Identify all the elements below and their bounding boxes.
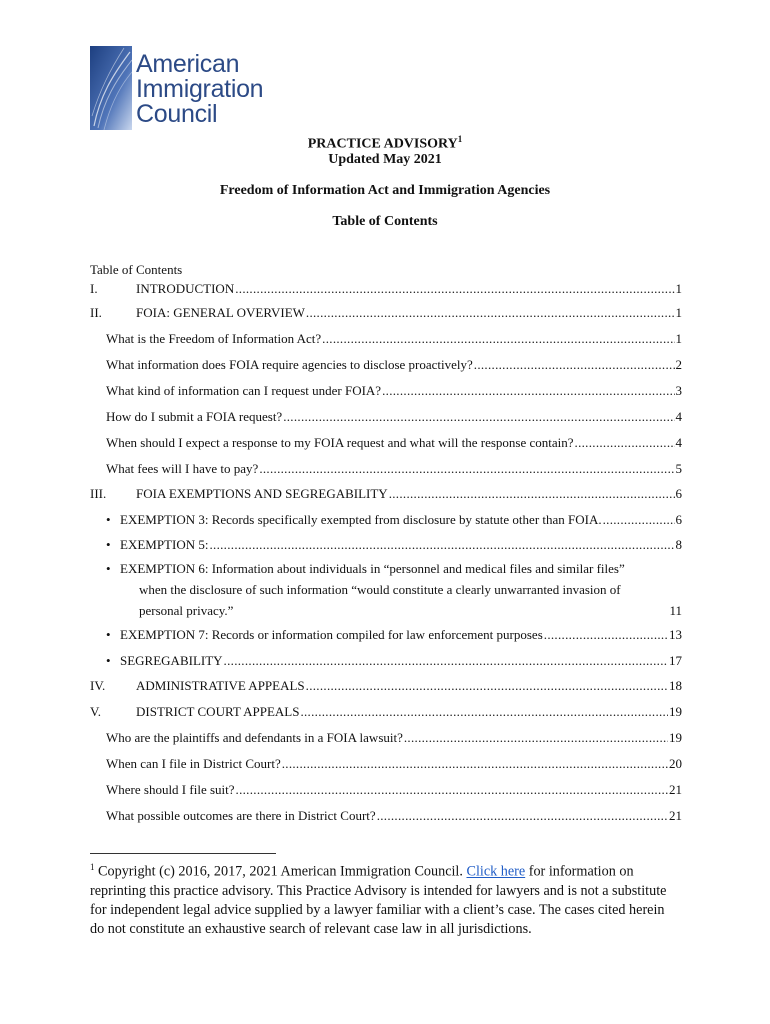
toc-entry-page: 2	[675, 357, 682, 372]
toc-entry[interactable]	[90, 702, 682, 720]
toc-leader-dots	[603, 512, 675, 528]
toc-entry-title: What kind of information can I request under FOIA?	[106, 383, 382, 398]
toc-entry[interactable]	[106, 728, 682, 746]
toc-entry-title: ADMINISTRATIVE APPEALS	[136, 678, 305, 693]
toc-entry-page: 21	[669, 782, 682, 797]
toc-entry-page: 4	[675, 435, 682, 450]
toc-entry[interactable]	[106, 651, 682, 669]
toc-leader-dots	[209, 537, 674, 553]
toc-entry-title: What information does FOIA require agencies to disclose proactively?	[106, 357, 473, 372]
toc-entry-title: What fees will I have to pay?	[106, 461, 259, 476]
toc-entry[interactable]	[106, 558, 682, 621]
reprint-info-link[interactable]: Click here	[466, 863, 526, 880]
toc-entry-page: 5	[675, 461, 682, 476]
bullet-icon: •	[106, 653, 111, 668]
footnote	[90, 858, 682, 939]
toc-entry-page: 19	[669, 704, 682, 719]
toc-entry-line-1	[106, 558, 682, 579]
toc-entry-title: What possible outcomes are there in District Court?	[106, 808, 376, 823]
toc-leader-dots	[575, 435, 675, 451]
toc-leader-dots	[282, 756, 668, 772]
toc-entry-title: FOIA EXEMPTIONS AND SEGREGABILITY	[136, 486, 388, 501]
toc-entry-number: V.	[90, 704, 101, 719]
toc-entry-line-3	[106, 600, 682, 621]
toc-entry-title: EXEMPTION 7: Records or information compiled for law enforcement purposes	[120, 627, 543, 642]
toc-entry-page: 1	[675, 281, 682, 296]
toc-entry-page: 17	[669, 653, 682, 668]
toc-leader-dots	[382, 383, 674, 399]
toc-entry-page: 8	[675, 537, 682, 552]
toc-entry-continuation: when the disclosure of such information “would constitute a clearly unwarranted invasion of	[139, 582, 621, 597]
toc-entry-number: IV.	[90, 678, 106, 693]
toc-entry-page: 6	[675, 486, 682, 501]
toc-entry-title: Where should I file suit?	[106, 782, 235, 797]
toc-entry-page: 18	[669, 678, 682, 693]
toc-entry[interactable]	[90, 676, 682, 694]
toc-leader-dots	[235, 281, 674, 297]
toc-entry[interactable]	[90, 303, 682, 321]
toc-entry-page: 1	[675, 305, 682, 320]
toc-entry-number: I.	[90, 281, 98, 296]
toc-entry-title: EXEMPTION 6: Information about individuals in “personnel and medical files and similar files”	[120, 561, 625, 576]
toc-leader-dots	[300, 704, 668, 720]
toc-leader-dots	[236, 782, 668, 798]
toc-entry-title: How do I submit a FOIA request?	[106, 409, 283, 424]
logo-line-3: Council	[136, 100, 218, 128]
toc-entry-continuation: personal privacy.”	[139, 603, 234, 618]
logo-wordmark	[136, 52, 263, 127]
footnote-divider	[90, 853, 276, 854]
logo-line-2: Immigration	[136, 75, 264, 103]
toc-entry-page: 19	[669, 730, 682, 745]
toc-leader-dots	[544, 627, 668, 643]
toc-entry-page: 4	[675, 409, 682, 424]
toc-entry[interactable]	[106, 780, 682, 798]
footnote-reference[interactable]: 1	[457, 134, 463, 144]
toc-entry-title: When should I expect a response to my FOIA request and what will the response contain?	[106, 435, 574, 450]
toc-entry[interactable]	[106, 459, 682, 477]
toc-entry-title: When can I file in District Court?	[106, 756, 281, 771]
updated-date: Updated May 2021	[328, 152, 442, 167]
toc-leader-dots	[283, 409, 674, 425]
toc-entry-title: INTRODUCTION	[136, 281, 235, 296]
bullet-icon: •	[106, 537, 111, 552]
toc-entry-title: FOIA: GENERAL OVERVIEW	[136, 305, 305, 320]
toc-leader-dots	[259, 461, 674, 477]
bullet-icon: •	[106, 561, 111, 576]
footnote-text-end: for information on reprinting this practice advisory. This Practice Advisory is intended for lawyers and is not a substitute for independent legal advice supplied by a lawyer familiar with a client’s case. The cases cited herein do not constitute an exhaustive search of relevant case law in all jurisdictions.	[90, 863, 667, 937]
toc-entry-title: What is the Freedom of Information Act?	[106, 331, 322, 346]
toc-leader-dots	[224, 653, 668, 669]
toc-entry[interactable]	[90, 484, 682, 502]
toc-entry[interactable]	[90, 279, 682, 297]
bullet-icon: •	[106, 627, 111, 642]
toc-leader-dots	[377, 808, 668, 824]
advisory-title-text: PRACTICE ADVISORY	[307, 136, 458, 152]
logo-swirl-icon	[90, 46, 132, 130]
toc-entry[interactable]	[106, 754, 682, 772]
toc-entry-title: EXEMPTION 5:	[120, 537, 209, 552]
toc-entry-page: 3	[675, 383, 682, 398]
footnote-number: 1	[90, 862, 95, 872]
toc-entry-page: 13	[669, 627, 682, 642]
toc-entry[interactable]	[106, 329, 682, 347]
toc-entry-number: II.	[90, 305, 102, 320]
toc-leader-dots	[233, 600, 669, 621]
toc-entry[interactable]	[106, 433, 682, 451]
toc-entry-number: III.	[90, 486, 107, 501]
toc-entry[interactable]	[106, 510, 682, 528]
document-subtitle: Freedom of Information Act and Immigration Agencies	[219, 183, 551, 198]
toc-entry[interactable]	[106, 381, 682, 399]
toc-entry[interactable]	[106, 625, 682, 643]
toc-lead-label: Table of Contents	[90, 262, 183, 277]
toc-leader-dots	[474, 357, 675, 373]
toc-entry[interactable]	[106, 407, 682, 425]
bullet-icon: •	[106, 512, 111, 527]
toc-entry[interactable]	[106, 806, 682, 824]
toc-leader-dots	[322, 331, 674, 347]
toc-leader-dots	[389, 486, 675, 502]
toc-entry[interactable]	[106, 355, 682, 373]
footnote-text-start: Copyright (c) 2016, 2017, 2021 American Immigration Council.	[94, 863, 467, 880]
organization-logo	[90, 46, 270, 134]
toc-entry[interactable]	[106, 535, 682, 553]
toc-entry-title: DISTRICT COURT APPEALS	[136, 704, 300, 719]
toc-entry-page: 20	[669, 756, 682, 771]
toc-leader-dots	[404, 730, 668, 746]
toc-entry-title: Who are the plaintiffs and defendants in a FOIA lawsuit?	[106, 730, 403, 745]
toc-leader-dots	[306, 678, 668, 694]
toc-entry-page: 11	[669, 603, 682, 618]
toc-entry-title: SEGREGABILITY	[120, 653, 223, 668]
toc-entry-page: 6	[675, 512, 682, 527]
toc-leader-dots	[306, 305, 675, 321]
advisory-title	[0, 134, 770, 153]
toc-entry-page: 1	[675, 331, 682, 346]
toc-entry-title: EXEMPTION 3: Records specifically exempted from disclosure by statute other than FOIA.	[120, 512, 602, 527]
logo-line-1: American	[136, 50, 240, 78]
toc-heading: Table of Contents	[332, 214, 438, 229]
toc-entry-page: 21	[669, 808, 682, 823]
